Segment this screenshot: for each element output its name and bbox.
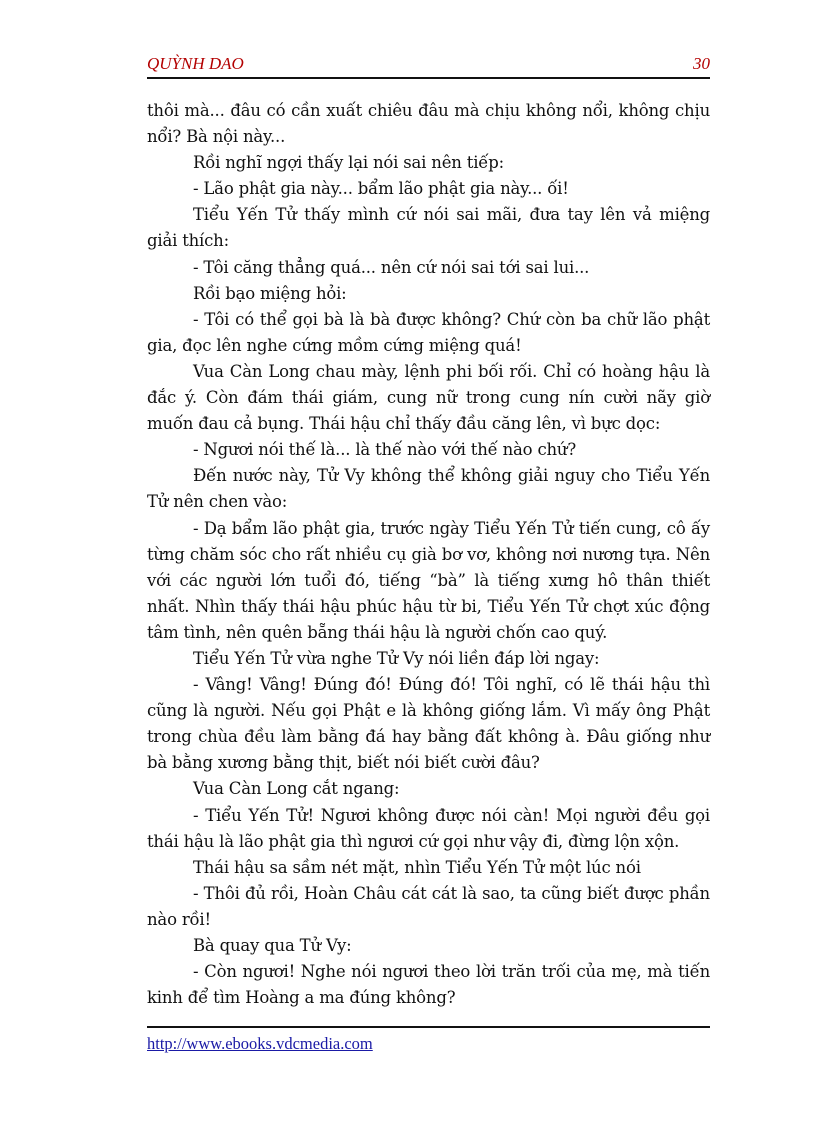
paragraph: Tiểu Yến Tử vừa nghe Tử Vy nói liền đáp lời ngay:	[193, 648, 600, 668]
paragraph: Vua Càn Long chau mày, lệnh phi bối rối. Chỉ có hoàng hậu là đắc ý. Còn đám thái giám, cung nữ trong cung nín cười nãy giờ muốn đau cả bụng. Thái hậu chỉ thấy đầu căng lên, vì bực dọc:	[147, 361, 710, 434]
header-divider	[147, 77, 710, 79]
paragraph: Tiểu Yến Tử thấy mình cứ nói sai mãi, đưa tay lên vả miệng giải thích:	[147, 205, 710, 251]
footer-divider	[147, 1026, 710, 1028]
paragraph: - Tôi căng thẳng quá... nên cứ nói sai tới sai lui...	[193, 257, 590, 277]
paragraph: Đến nước này, Tử Vy không thể không giải nguy cho Tiểu Yến Tử nên chen vào:	[147, 466, 710, 512]
paragraph: Thái hậu sa sầm nét mặt, nhìn Tiểu Yến Tử một lúc nói	[193, 857, 641, 877]
page-header	[147, 54, 710, 76]
paragraph: - Tôi có thể gọi bà là bà được không? Chứ còn ba chữ lão phật gia, đọc lên nghe cứng mồm cứng miệng quá!	[147, 309, 710, 355]
author-name: QUỲNH DAO	[147, 54, 244, 73]
paragraph: Bà quay qua Tử Vy:	[193, 936, 352, 955]
body-text	[147, 98, 710, 1011]
paragraph: - Còn ngươi! Nghe nói ngươi theo lời trăn trối của mẹ, mà tiến kinh để tìm Hoàng a ma đúng không?	[147, 962, 710, 1008]
paragraph: - Vâng! Vâng! Đúng đó! Đúng đó! Tôi nghĩ, có lẽ thái hậu thì cũng là người. Nếu gọi Phật e là không giống lắm. Vì mấy ông Phật trong chùa đều làm bằng đá hay bằng đất không à. Đâu giống như bà bằng xương bằng thịt, biết nói biết cười đâu?	[147, 675, 710, 773]
paragraph: - Tiểu Yến Tử! Ngươi không được nói càn! Mọi người đều gọi thái hậu là lão phật gia thì ngươi cứ gọi như vậy đi, đừng lộn xộn.	[147, 805, 710, 851]
paragraph: Rồi bạo miệng hỏi:	[193, 283, 347, 303]
paragraph: Vua Càn Long cắt ngang:	[193, 779, 400, 799]
paragraph: thôi mà... đâu có cần xuất chiêu đâu mà chịu không nổi, không chịu nổi? Bà nội này...	[147, 101, 710, 147]
paragraph: Rồi nghĩ ngợi thấy lại nói sai nên tiếp:	[193, 153, 504, 173]
page-number: 30	[693, 54, 710, 73]
paragraph: - Thôi đủ rồi, Hoàn Châu cát cát là sao, ta cũng biết được phần nào rồi!	[147, 883, 710, 929]
paragraph: - Ngươi nói thế là... là thế nào với thế nào chứ?	[193, 440, 577, 460]
paragraph: - Dạ bẩm lão phật gia, trước ngày Tiểu Yến Tử tiến cung, cô ấy từng chăm sóc cho rất nhiều cụ già bơ vơ, không nơi nương tựa. Nên với các người lớn tuổi đó, tiếng “bà” là tiếng xưng hô thân thiết nhất. Nhìn thấy thái hậu phúc hậu từ bi, Tiểu Yến Tử chợt xúc động tâm tình, nên quên bẵng thái hậu là người chốn cao quý.	[147, 518, 710, 642]
paragraph: - Lão phật gia này... bẩm lão phật gia này... ối!	[193, 179, 569, 199]
footer-url-link[interactable]: http://www.ebooks.vdcmedia.com	[147, 1034, 373, 1053]
